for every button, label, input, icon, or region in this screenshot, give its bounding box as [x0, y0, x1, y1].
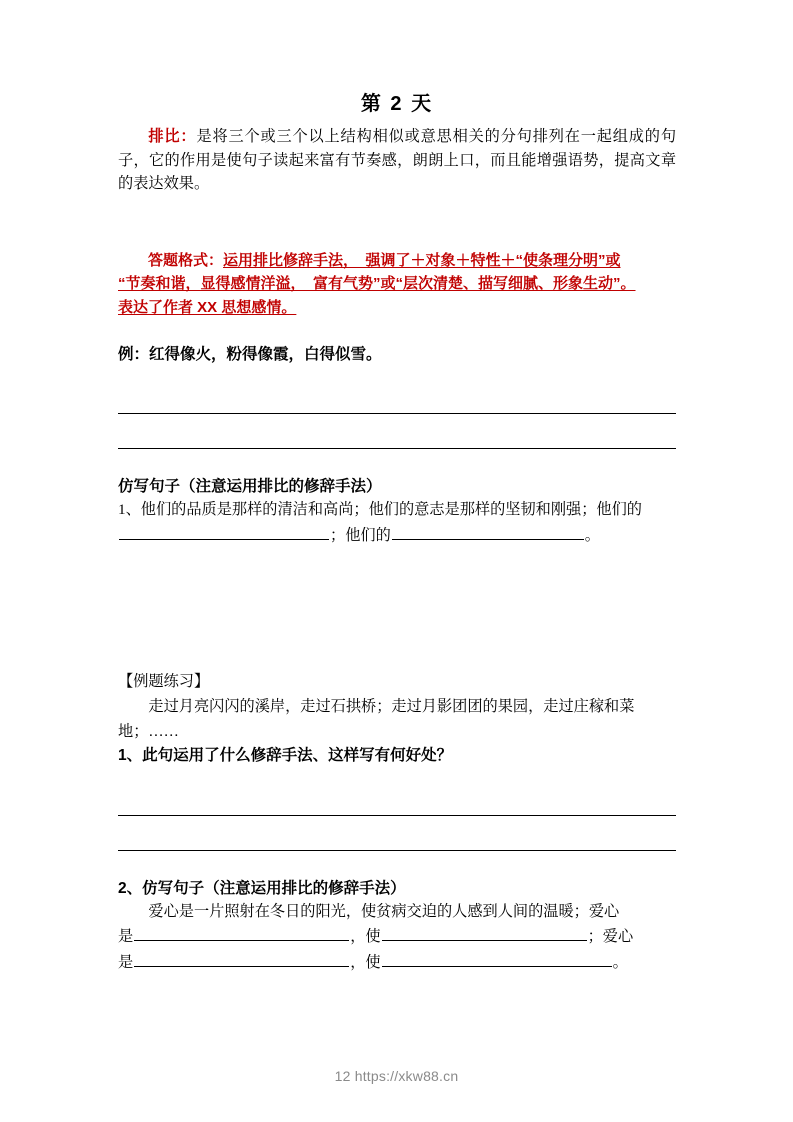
- example-practice-label: 【例题练习】: [118, 673, 210, 691]
- practice-2-label-shi-c: 是: [118, 953, 134, 971]
- practice-2-label-shi-a: 是: [118, 928, 134, 946]
- answer-rule-1[interactable]: [118, 413, 676, 414]
- practice-2-label-shi-b: 使: [365, 928, 381, 946]
- practice-2-blank-3[interactable]: [134, 950, 349, 967]
- example-practice-passage-1: 走过月亮闪闪的溪岸，走过石拱桥；走过月影团团的果园，走过庄稼和菜: [148, 698, 635, 716]
- practice-1-line-1: 1、他们的品质是那样的清洁和高尚；他们的意志是那样的坚韧和刚强；他们的: [118, 501, 642, 519]
- answer-format-block: [118, 196, 676, 320]
- definition-paragraph: [118, 125, 676, 196]
- answer-format-line-2: [118, 272, 676, 296]
- practice-1-line-2: [118, 523, 676, 549]
- definition-body: 是将三个或三个以上结构相似或意思相关的分句排列在一起组成的句子，它的作用是使句子读起来富有节奏感，朗朗上口，而且能增强语势，提高文章的表达效果。: [118, 128, 677, 193]
- answer-format-line-3: [118, 296, 676, 320]
- practice-1-terminator: 。: [584, 526, 600, 544]
- practice-2-period: 。: [612, 953, 628, 971]
- answer-format-text-2: “节奏和谐，显得感情洋溢， 富有气势”或“层次清楚、描写细腻、形象生动”。: [118, 275, 636, 293]
- practice-2-blank-4[interactable]: [382, 950, 612, 967]
- practice-2-heading: 2、仿写句子（注意运用排比的修辞手法）: [118, 879, 406, 897]
- working-space: [118, 548, 676, 670]
- practice-2-comma-a: ，: [350, 928, 366, 946]
- practice-2-fill-row-2: [118, 950, 676, 976]
- practice-1-connector: ；他们的: [330, 526, 391, 544]
- example-practice-passage-2: 地；……: [118, 722, 179, 740]
- answer-format-text-3: 表达了作者 XX 思想感情。: [118, 299, 297, 317]
- practice-2-label-shi-d: 使: [365, 953, 381, 971]
- practice-2-blank-1[interactable]: [134, 924, 349, 941]
- answer-rule-3[interactable]: [118, 815, 676, 816]
- practice-1-blank-2[interactable]: [392, 523, 584, 540]
- example-line: 例：红得像火，粉得像霞，白得似雪。: [118, 345, 382, 363]
- footer-watermark: 12 https://xkw88.cn: [334, 1068, 459, 1084]
- practice-2-blank-2[interactable]: [382, 924, 587, 941]
- practice-2-fill-row-1: [118, 924, 676, 950]
- practice-2-semicolon: ；: [587, 928, 603, 946]
- example-practice-question-1: 1、此句运用了什么修辞手法、这样写有何好处？: [118, 747, 453, 765]
- answer-format-text-1: 运用排比修辞手法， 强调了＋对象＋特性＋“使条理分明”或: [223, 251, 621, 269]
- practice-1-blank-1[interactable]: [119, 523, 329, 540]
- answer-format-line-1: [118, 249, 676, 273]
- practice-2-aixin: 爱心: [602, 928, 634, 946]
- page-title: 第 2 天: [360, 93, 434, 115]
- definition-term: 排比：: [148, 128, 197, 145]
- practice-2-comma-b: ，: [350, 953, 366, 971]
- practice-1-heading: 仿写句子（注意运用排比的修辞手法）: [118, 478, 382, 495]
- page-content: [118, 0, 676, 976]
- answer-format-lead: 答题格式：: [148, 251, 224, 269]
- practice-2-passage-1: 爱心是一片照射在冬日的阳光，使贫病交迫的人感到人间的温暖；爱心: [148, 902, 620, 920]
